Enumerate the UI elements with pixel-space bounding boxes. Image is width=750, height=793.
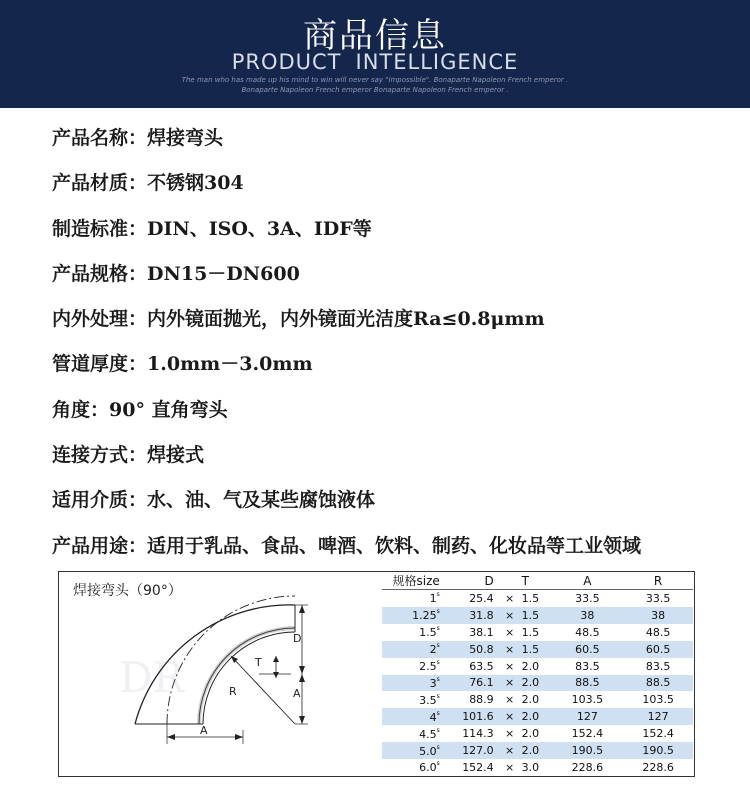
spec-row-treatment	[52, 297, 742, 342]
cell-t	[522, 641, 552, 658]
size-suffix: s	[436, 692, 440, 700]
spec-value: DIN、ISO、3A、IDF等	[147, 217, 372, 240]
cell-a	[551, 675, 623, 692]
cell-t-text: 3.0	[521, 760, 540, 774]
cell-a-text: 33.5	[575, 591, 600, 605]
banner-quote-line2: Bonaparte Napoleon French emperor Bonaparte Napoleon French emperor .	[241, 86, 509, 94]
cell-a-text: 38	[580, 608, 595, 622]
cell-a	[551, 725, 623, 742]
size-suffix: s	[436, 760, 440, 768]
elbow-diagram	[59, 572, 381, 776]
cell-r-text: 48.5	[645, 625, 671, 639]
cell-size-text: 4.5	[419, 727, 437, 741]
banner-subtitle-left: PRODUCT	[231, 50, 342, 74]
cell-t-text: 2.0	[521, 727, 540, 741]
header-t: T	[522, 572, 552, 590]
cell-a	[551, 624, 623, 641]
cell-a-text: 60.5	[575, 642, 600, 656]
cell-t	[522, 759, 552, 776]
spec-row-material	[52, 161, 742, 206]
header-x	[498, 572, 522, 590]
cell-d-text: 127.0	[462, 744, 494, 757]
cell-d	[450, 708, 498, 725]
cell-x-text: ×	[505, 676, 515, 690]
radius-line	[231, 656, 295, 724]
cell-r-text: 33.5	[645, 591, 671, 605]
cell-r-text: 38	[651, 608, 666, 622]
cell-size-text: 1.5	[419, 626, 437, 640]
size-suffix: s	[436, 659, 440, 667]
cell-t	[522, 658, 552, 675]
table-row	[382, 590, 693, 607]
spec-row-angle	[52, 388, 742, 433]
cell-r-text: 152.4	[642, 727, 674, 741]
cell-t-text: 1.5	[521, 642, 540, 656]
cell-size	[382, 708, 450, 725]
cell-size	[382, 675, 450, 692]
cell-t-text: 1.5	[521, 591, 540, 605]
cell-x	[498, 708, 522, 725]
table-row	[382, 624, 693, 641]
cell-size	[382, 641, 450, 658]
size-suffix: s	[436, 743, 440, 751]
spec-value: 内外镜面抛光，内外镜面光洁度Ra≤0.8μmm	[147, 308, 545, 331]
spec-label: 制造标准：	[52, 217, 148, 240]
cell-x	[498, 742, 522, 759]
cell-a	[551, 607, 623, 624]
cell-a	[551, 658, 623, 675]
cell-t-text: 2.0	[521, 676, 540, 690]
label-T: T	[255, 656, 262, 669]
cell-t-text: 1.5	[521, 625, 540, 639]
spec-label: 管道厚度：	[52, 353, 148, 376]
spec-label: 连接方式：	[52, 444, 148, 467]
cell-r	[623, 658, 693, 675]
cell-t	[522, 624, 552, 641]
cell-r	[623, 641, 693, 658]
cell-size	[382, 658, 450, 675]
cell-d-text: 88.9	[469, 693, 494, 707]
spec-value: 不锈钢304	[147, 172, 244, 195]
table-row	[382, 759, 693, 776]
cell-size	[382, 691, 450, 708]
cell-r-text: 83.5	[645, 659, 671, 673]
cell-r-text: 60.5	[645, 642, 671, 656]
cell-size-text: 2.5	[419, 660, 437, 674]
cell-x-text: ×	[505, 760, 515, 774]
table-row	[382, 742, 693, 759]
cell-x	[498, 658, 522, 675]
size-suffix: s	[436, 608, 440, 616]
dim-A-right-arrow-top	[299, 674, 305, 682]
cell-size	[382, 742, 450, 759]
cell-a-text: 127	[576, 710, 598, 724]
cell-t	[522, 725, 552, 742]
cell-d-text: 152.4	[462, 760, 494, 774]
cell-a-text: 83.5	[575, 659, 600, 673]
dim-T-arrow-top	[273, 656, 279, 662]
spec-label: 角度：	[52, 398, 110, 421]
cell-r-text: 127	[647, 710, 669, 724]
dim-A-bottom-arrow-left	[167, 734, 175, 740]
diagram-title: 焊接弯头（90°）	[73, 583, 182, 599]
cell-a-text: 48.5	[575, 625, 600, 639]
size-suffix: s	[436, 625, 440, 633]
cell-d-text: 31.8	[469, 608, 494, 622]
cell-size-text: 2	[429, 643, 437, 657]
cell-x-text: ×	[505, 744, 515, 757]
table-row	[382, 725, 693, 742]
cell-size	[382, 624, 450, 641]
cell-r-text: 103.5	[642, 693, 674, 707]
spec-label: 内外处理：	[52, 308, 148, 331]
cell-size	[382, 725, 450, 742]
header-d: D	[450, 572, 498, 590]
size-suffix: s	[436, 591, 440, 599]
cell-x	[498, 675, 522, 692]
table-row	[382, 708, 693, 725]
cell-a-text: 103.5	[571, 693, 604, 707]
spec-label: 适用介质：	[52, 489, 148, 512]
cell-r	[623, 675, 693, 692]
cell-a-text: 152.4	[571, 727, 604, 741]
spec-value: 焊接式	[147, 444, 205, 467]
header-r: R	[623, 572, 693, 590]
cell-t-text: 1.5	[521, 608, 540, 622]
banner-subtitle	[0, 50, 750, 74]
cell-a	[551, 708, 623, 725]
spec-row-spec	[52, 252, 742, 297]
cell-r	[623, 624, 693, 641]
label-A-right: A	[293, 687, 301, 700]
cell-r	[623, 607, 693, 624]
cell-d-text: 101.6	[462, 710, 494, 724]
spec-value: DN15－DN600	[147, 262, 300, 285]
cell-a-text: 228.6	[571, 760, 604, 774]
size-suffix: s	[436, 675, 440, 683]
cell-r	[623, 590, 693, 607]
cell-t-text: 2.0	[521, 744, 540, 757]
cell-d-text: 25.4	[469, 591, 494, 605]
table-row	[382, 675, 693, 692]
dimension-table	[382, 572, 693, 776]
cell-a	[551, 590, 623, 607]
cell-r	[623, 759, 693, 776]
dim-D-arrow-bottom	[299, 666, 305, 674]
size-suffix: s	[436, 642, 440, 650]
label-A-bottom: A	[200, 724, 208, 737]
cell-d-text: 76.1	[469, 676, 494, 690]
cell-r-text: 88.5	[645, 676, 671, 690]
cell-t-text: 2.0	[521, 659, 540, 673]
spec-list	[52, 116, 742, 569]
table-header-row	[382, 572, 693, 590]
cell-a-text: 88.5	[575, 676, 600, 690]
cell-x-text: ×	[505, 642, 515, 656]
cell-t	[522, 590, 552, 607]
spec-label: 产品名称：	[52, 127, 148, 149]
cell-d	[450, 658, 498, 675]
cell-r-text: 228.6	[642, 760, 674, 774]
cell-t-text: 2.0	[521, 710, 540, 724]
cell-size-text: 5.0	[419, 744, 437, 758]
cell-a	[551, 641, 623, 658]
spec-row-standard	[52, 207, 742, 252]
cell-size-text: 1	[429, 592, 437, 606]
cell-size-text: 6.0	[419, 761, 437, 775]
cell-t	[522, 691, 552, 708]
cell-x	[498, 725, 522, 742]
dimension-table-body	[382, 590, 693, 777]
cell-x	[498, 691, 522, 708]
cell-a-text: 190.5	[571, 744, 604, 757]
cell-d	[450, 590, 498, 607]
cell-d	[450, 691, 498, 708]
header-banner	[0, 0, 750, 108]
spec-label: 产品用途：	[52, 534, 148, 557]
cell-d	[450, 742, 498, 759]
dim-A-bottom-arrow-right	[235, 734, 243, 740]
cell-x-text: ×	[505, 727, 515, 741]
cell-r	[623, 742, 693, 759]
cell-x-text: ×	[505, 693, 515, 707]
spec-value: 适用于乳品、食品、啤酒、饮料、制药、化妆品等工业领域	[147, 534, 642, 557]
spec-row-connection	[52, 433, 742, 478]
cell-d-text: 114.3	[462, 727, 494, 741]
table-row	[382, 607, 693, 624]
cell-r	[623, 725, 693, 742]
elbow-figure	[58, 571, 695, 777]
cell-x	[498, 759, 522, 776]
cell-t	[522, 708, 552, 725]
spec-value: 1.0mm－3.0mm	[147, 353, 313, 376]
header-a: A	[551, 572, 623, 590]
cell-t	[522, 675, 552, 692]
table-row	[382, 658, 693, 675]
cell-d	[450, 675, 498, 692]
table-row	[382, 691, 693, 708]
cell-x	[498, 624, 522, 641]
diagram-watermark: DR	[119, 653, 185, 702]
cell-d-text: 50.8	[469, 642, 494, 656]
spec-row-name	[52, 116, 742, 161]
cell-x-text: ×	[505, 608, 515, 622]
cell-size-text: 4	[429, 710, 437, 724]
spec-row-medium	[52, 478, 742, 523]
cell-size	[382, 590, 450, 607]
cell-r	[623, 691, 693, 708]
dim-D-arrow-top	[299, 605, 305, 613]
cell-d	[450, 725, 498, 742]
spec-value: 水、油、气及某些腐蚀液体	[147, 489, 376, 512]
cell-size-text: 3	[429, 676, 437, 690]
cell-r	[623, 708, 693, 725]
cell-d-text: 38.1	[469, 625, 494, 639]
cell-x-text: ×	[505, 659, 515, 673]
spec-value: 90° 直角弯头	[109, 398, 228, 421]
cell-d	[450, 641, 498, 658]
size-suffix: s	[436, 709, 440, 717]
spec-row-usage	[52, 524, 742, 569]
cell-size	[382, 759, 450, 776]
cell-x-text: ×	[505, 591, 515, 605]
spec-value: 焊接弯头	[147, 127, 224, 149]
cell-d	[450, 759, 498, 776]
banner-title: 商品信息	[303, 16, 447, 56]
cell-x	[498, 641, 522, 658]
cell-size-text: 3.5	[419, 693, 437, 707]
cell-x	[498, 607, 522, 624]
elbow-wall-shading	[199, 628, 295, 724]
elbow-inner-arc-2	[203, 632, 295, 724]
cell-t	[522, 742, 552, 759]
cell-x-text: ×	[505, 625, 515, 639]
cell-size-text: 1.25	[412, 609, 437, 623]
spec-row-thickness	[52, 342, 742, 387]
label-R: R	[229, 685, 237, 698]
size-suffix: s	[436, 726, 440, 734]
banner-subtitle-right: INTELLIGENCE	[355, 50, 519, 74]
table-row	[382, 641, 693, 658]
cell-d	[450, 624, 498, 641]
banner-quote-line1: The man who has made up his mind to win will never say "impossible". Bonaparte Napoleon French emperor .	[181, 76, 569, 84]
cell-a	[551, 742, 623, 759]
cell-x	[498, 590, 522, 607]
cell-t	[522, 607, 552, 624]
cell-x-text: ×	[505, 710, 515, 724]
dim-A-right-arrow-bottom	[299, 716, 305, 724]
dim-T-arrow-bottom	[273, 672, 279, 678]
spec-label: 产品材质：	[52, 172, 148, 195]
cell-r-text: 190.5	[642, 744, 674, 757]
label-D: D	[293, 632, 302, 645]
cell-d-text: 63.5	[469, 659, 494, 673]
cell-a	[551, 691, 623, 708]
cell-size	[382, 607, 450, 624]
cell-t-text: 2.0	[521, 693, 540, 707]
header-size: 规格size	[382, 572, 450, 590]
cell-d	[450, 607, 498, 624]
spec-label: 产品规格：	[52, 262, 148, 285]
cell-a	[551, 759, 623, 776]
